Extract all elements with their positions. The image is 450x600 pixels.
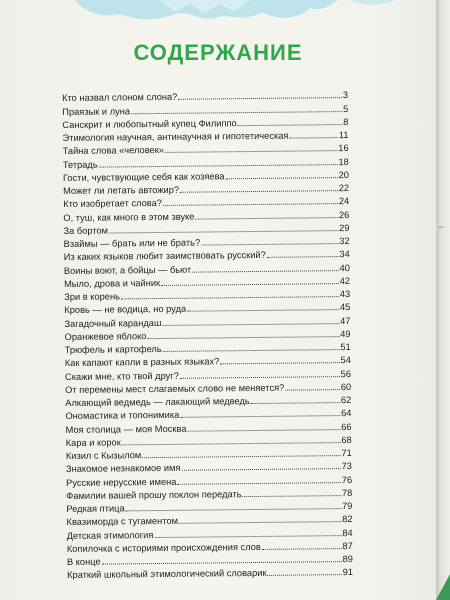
- toc-entry-title: Кто изобретает слова?: [63, 198, 163, 210]
- toc-entry-page: 66: [341, 421, 352, 432]
- toc-entry-page: 29: [339, 222, 350, 233]
- toc-leader-dots: [225, 167, 337, 179]
- toc-entry-page: 45: [339, 302, 351, 313]
- toc-entry-page: 8: [343, 116, 349, 127]
- toc-entry-page: 54: [340, 355, 351, 366]
- page-edge-mark: ∽: [437, 223, 445, 233]
- toc-entry-page: 5: [342, 103, 349, 114]
- toc-leader-dots: [178, 87, 342, 100]
- toc-entry-page: 18: [338, 156, 349, 167]
- toc-entry-title: Оранжевое яблоко: [64, 330, 147, 342]
- toc-entry-title: О, туш, как много в этом звуке: [63, 211, 195, 223]
- toc-entry-title: Краткий школьный этимологический словарик: [67, 568, 267, 581]
- toc-entry-title: Взаймы — брать или не брать?: [63, 237, 201, 249]
- toc-entry-title: Кровь — не водица, но руда: [64, 303, 187, 316]
- toc-entry-page: 76: [341, 474, 353, 485]
- toc-leader-dots: [126, 498, 342, 511]
- toc-entry-page: 49: [340, 328, 351, 339]
- toc-entry-title: Моя столица — моя Москва: [65, 423, 187, 435]
- toc-leader-dots: [179, 511, 341, 524]
- toc-entry-page: 87: [342, 540, 353, 551]
- toc-entry-title: Загадочный карандаш: [64, 317, 162, 329]
- toc-leader-dots: [142, 445, 340, 458]
- toc-leader-dots: [147, 326, 339, 339]
- toc-entry-page: 62: [340, 394, 352, 406]
- cover-corner: [436, 574, 450, 600]
- toc-entry-title: Санскрит и любопытный купец Филиппо: [62, 117, 237, 130]
- toc-entry-page: 73: [341, 461, 353, 472]
- toc-leader-dots: [180, 405, 340, 418]
- toc-entry-title: Воины воют, а бойцы — бьют: [63, 264, 192, 276]
- toc-leader-dots: [220, 352, 339, 364]
- toc-entry-title: Мыло, дрова и чайник: [63, 277, 161, 289]
- toc-leader-dots: [187, 299, 339, 312]
- toc-entry-title: Алкающий ведмедь — лакающий медведь: [65, 396, 250, 408]
- toc-entry-title: От перемены мест слагаемых слово не меняется?: [65, 382, 285, 395]
- toc-entry-title: Скажи мне, кто твой друг?: [64, 370, 179, 382]
- toc-leader-dots: [267, 246, 339, 258]
- toc-leader-dots: [285, 379, 340, 391]
- toc-entry-page: 3: [342, 90, 349, 101]
- toc-entry-page: 24: [338, 196, 350, 207]
- toc-entry-page: 32: [339, 235, 350, 247]
- toc-entry-title: Тетрадь: [62, 159, 98, 170]
- toc-entry-title: За бортом: [63, 225, 109, 236]
- toc-leader-dots: [242, 485, 340, 497]
- page-title: СОДЕРЖАНИЕ: [133, 40, 303, 65]
- toc-entry-title: Квазиморда с тугаментом: [66, 516, 179, 528]
- toc-leader-dots: [163, 193, 338, 206]
- toc-leader-dots: [267, 564, 341, 576]
- toc-entry-title: В конце: [66, 556, 101, 567]
- toc-leader-dots: [102, 551, 342, 565]
- toc-leader-dots: [165, 140, 337, 153]
- toc-leader-dots: [262, 538, 342, 550]
- toc-entry-title: Детская этимология: [66, 529, 154, 541]
- toc-leader-dots: [109, 220, 338, 233]
- toc-entry-page: 79: [341, 500, 353, 512]
- toc-leader-dots: [131, 101, 342, 114]
- toc-entry-page: 40: [339, 262, 350, 273]
- toc-leader-dots: [99, 154, 338, 167]
- toc-entry-title: Кара и корок: [65, 437, 121, 448]
- toc-entry-page: 78: [341, 487, 353, 498]
- page-gutter: [436, 0, 450, 600]
- toc-entry-page: 68: [341, 434, 352, 445]
- toc-entry-title: Этимология научная, антинаучная и гипотетическая: [62, 130, 289, 143]
- toc-leader-dots: [162, 313, 339, 326]
- toc-entry-title: Ономастика и топонимика: [65, 410, 180, 422]
- toc-entry-page: 60: [340, 381, 352, 392]
- toc-entry-title: Копилочка с историями происхождения слов: [66, 541, 261, 554]
- toc-leader-dots: [121, 286, 339, 299]
- toc-entry-title: Гости, чувствующие себя как хозяева: [62, 171, 225, 183]
- toc-entry-title: Трюфель и картофель: [64, 343, 162, 355]
- toc-leader-dots: [195, 207, 338, 219]
- toc-entry-title: Кто назвал слоном слона?: [62, 92, 178, 104]
- toc-entry-page: 34: [339, 249, 350, 260]
- toc-leader-dots: [192, 260, 339, 273]
- toc-entry-page: 22: [338, 182, 350, 194]
- toc-entry-title: Зри в корень: [64, 291, 120, 302]
- toc-leader-dots: [181, 458, 340, 471]
- toc-entry-title: Редкая птица: [66, 503, 125, 514]
- toc-leader-dots: [161, 273, 339, 286]
- toc-entry-page: 16: [338, 143, 349, 154]
- toc-entry-page: 26: [338, 209, 350, 220]
- toc-entry-title: Фамилии вашей прошу поклон передать: [66, 488, 242, 501]
- toc-leader-dots: [238, 114, 343, 126]
- toc-entry-page: 43: [339, 288, 351, 300]
- toc-entry-page: 11: [338, 130, 349, 141]
- toc-leader-dots: [289, 127, 338, 139]
- toc-entry-title: Праязык и луна: [62, 105, 131, 117]
- toc-entry-page: 84: [342, 527, 353, 538]
- toc-leader-dots: [177, 472, 340, 485]
- toc-entry-page: 89: [342, 553, 353, 565]
- toc-entry-title: Знакомое незнакомое имя: [65, 463, 181, 475]
- toc-entry-page: 51: [340, 341, 351, 353]
- toc-entry-title: Как капают капли в разных языках?: [64, 356, 220, 369]
- toc-leader-dots: [187, 419, 340, 432]
- toc-leader-dots: [163, 339, 340, 352]
- toc-entry-page: 56: [340, 368, 352, 379]
- toc-leader-dots: [180, 180, 338, 193]
- toc-entry-title: Кизил с Кызылом: [65, 450, 142, 461]
- toc-leader-dots: [251, 392, 340, 404]
- toc-entry-page: 47: [340, 315, 351, 326]
- toc-entry-title: Русские нерусские имена: [66, 476, 177, 488]
- toc-entry-page: 91: [342, 567, 354, 578]
- toc-entry-title: Может ли летать автожир?: [63, 184, 180, 196]
- toc-leader-dots: [154, 525, 341, 538]
- toc-entry-page: 71: [341, 447, 352, 459]
- toc-leader-dots: [122, 432, 341, 445]
- toc-leader-dots: [201, 233, 338, 245]
- toc-entry-page: 42: [339, 275, 351, 286]
- toc-entry-page: 64: [341, 408, 352, 419]
- toc-entry-title: Тайна слова «человек»: [62, 145, 164, 157]
- toc-entry-title: Из каких языков любит заимствовать русский?: [63, 250, 266, 263]
- table-of-contents: [62, 87, 353, 580]
- toc-entry-page: 82: [342, 514, 353, 525]
- toc-entry-page: 20: [338, 169, 349, 180]
- toc-leader-dots: [180, 366, 340, 379]
